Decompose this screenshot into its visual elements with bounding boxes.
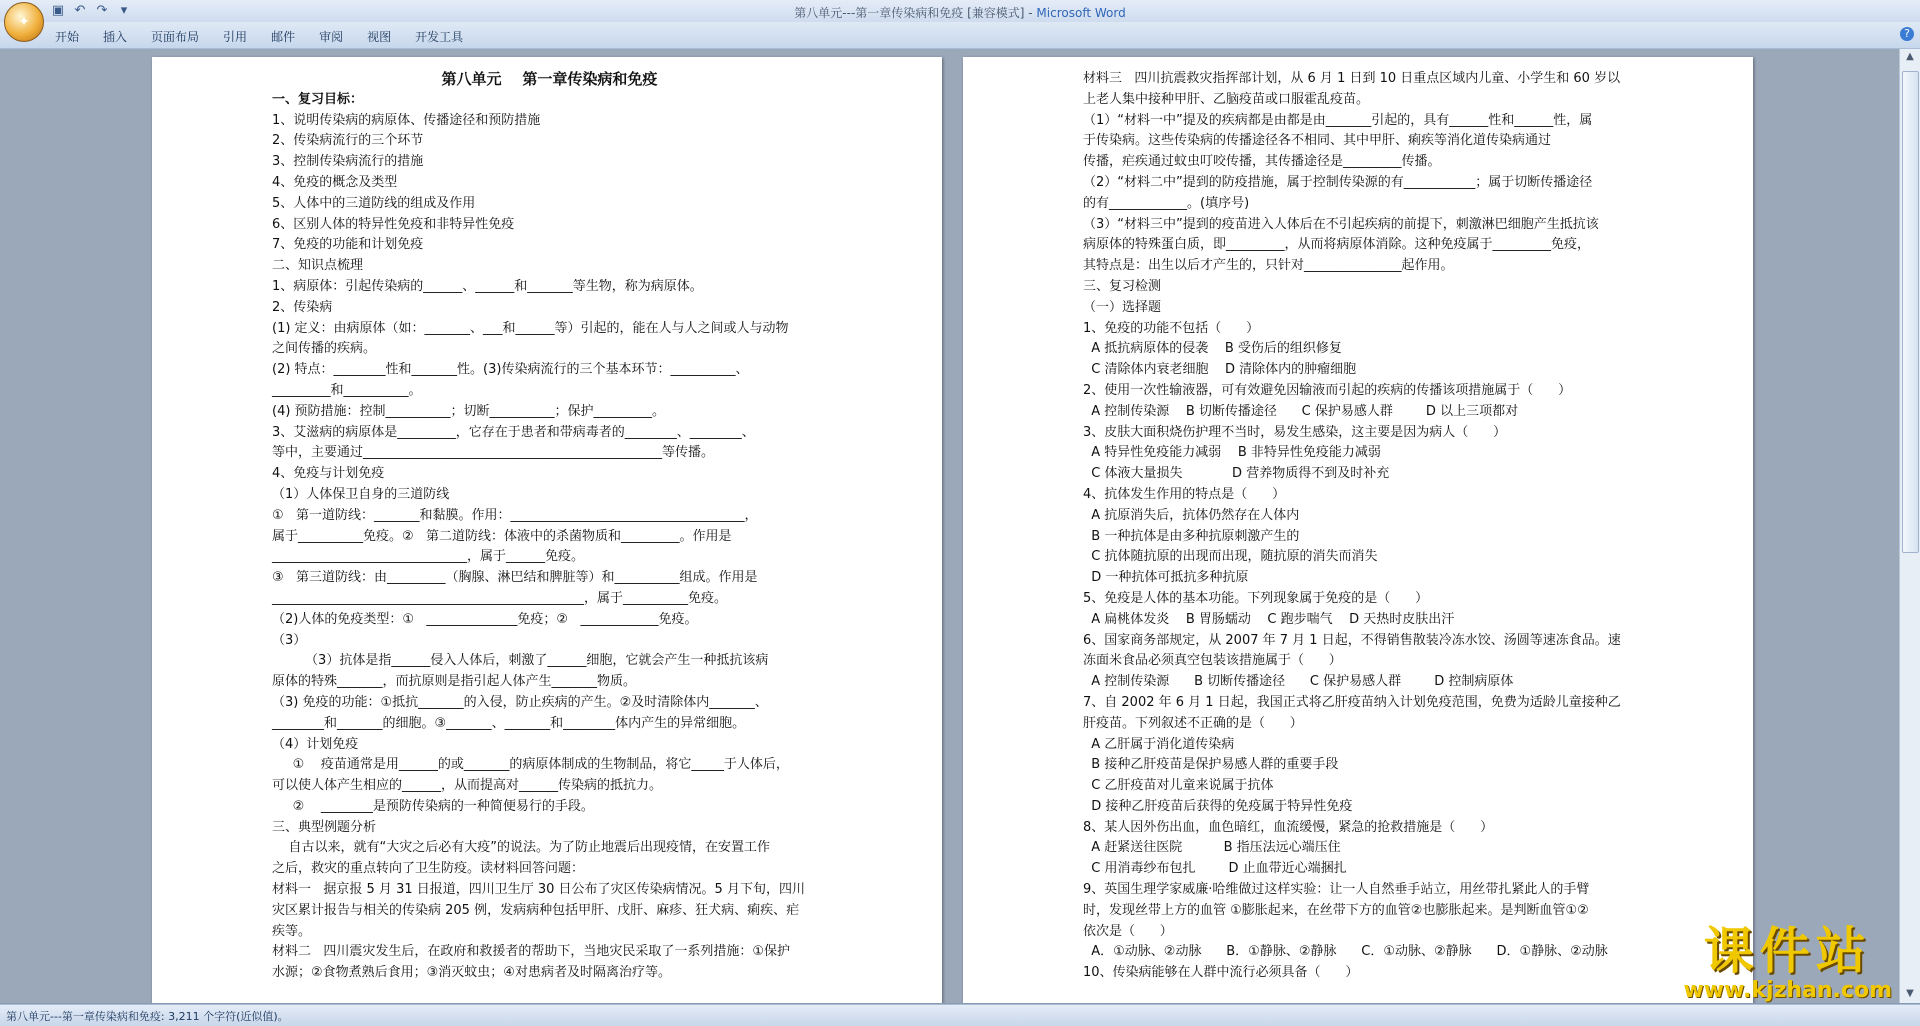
document-line: 属于__________免疫。② 第二道防线：体液中的杀菌物质和_________。作用是	[272, 528, 732, 544]
document-line: C 用消毒纱布包扎 D 止血带近心端捆扎	[1083, 861, 1347, 877]
document-line: ______________________________，属于______免疫。	[272, 549, 585, 565]
page-content-left	[272, 69, 827, 984]
window-title	[0, 4, 1920, 21]
document-line: 可以使人体产生相应的______，从而提高对______传染病的抵抗力。	[272, 778, 663, 794]
document-line: A 控制传染源 B 切断传播途径 C 保护易感人群 D 以上三项都对	[1083, 403, 1519, 419]
document-line: 9、英国生理学家威廉·哈维做过这样实验：让一人自然垂手站立，用丝带扎紧此人的手臂	[1083, 882, 1590, 898]
document-line: （3）	[272, 632, 307, 648]
tab-review[interactable]: 审阅	[319, 30, 344, 44]
document-line: 2、传染病流行的三个环节	[272, 133, 424, 149]
document-line: A 抗原消失后，抗体仍然存在人体内	[1083, 507, 1300, 523]
document-line: 三、典型例题分析	[272, 819, 377, 835]
document-line: (4) 预防措施：控制__________；切断__________；保护_________。	[272, 403, 666, 419]
document-line: 疾等。	[272, 923, 312, 939]
document-line: 肝疫苗。下列叙述不正确的是（ ）	[1083, 715, 1303, 731]
scroll-up-icon[interactable]: ▲	[1906, 51, 1914, 62]
document-line: 3、控制传染病流行的措施	[272, 154, 424, 170]
vertical-scrollbar[interactable]	[1899, 49, 1920, 1004]
document-line: 传播，疟疾通过蚊虫叮咬传播，其传播途径是_________传播。	[1083, 154, 1441, 170]
document-line: ③ 第三道防线：由_________（胸腺、淋巴结和脾脏等）和__________组成。作用是	[272, 570, 758, 586]
document-line: 1、免疫的功能不包括（ ）	[1083, 320, 1260, 336]
document-line: （一）选择题	[1083, 299, 1162, 315]
tab-insert[interactable]: 插入	[103, 30, 128, 44]
tab-home[interactable]: 开始	[55, 30, 80, 44]
document-line: 4、抗体发生作用的特点是（ ）	[1083, 486, 1286, 502]
document-line: _________和__________。	[272, 382, 422, 398]
ribbon	[0, 22, 1920, 49]
document-line: 时，发现丝带上方的血管 ①膨胀起来，在丝带下方的血管②也膨胀起来。是判断血管①②	[1083, 902, 1589, 918]
document-line: ________________________________________________，属于__________免疫。	[272, 590, 728, 606]
scroll-down-icon[interactable]: ▼	[1906, 988, 1914, 999]
document-line: 依次是（ ）	[1083, 923, 1173, 939]
document-line: 原体的特殊_______，而抗原则是指引起人体产生_______物质。	[272, 674, 637, 690]
document-line: 二、知识点梳理	[272, 258, 364, 274]
document-line: 之间传播的疾病。	[272, 341, 377, 357]
document-line: B 一种抗体是由多种抗原刺激产生的	[1083, 528, 1300, 544]
save-icon[interactable]: ▣	[51, 3, 65, 18]
document-line: A 控制传染源 B 切断传播途径 C 保护易感人群 D 控制病原体	[1083, 674, 1514, 690]
document-line: （2)人体的免疫类型：① ______________免疫；② ____________免疫。	[272, 611, 698, 627]
document-line: 8、某人因外伤出血，血色暗红，血流缓慢，紧急的抢救措施是（ ）	[1083, 819, 1494, 835]
document-line: 6、区别人体的特异性免疫和非特异性免疫	[272, 216, 515, 232]
left-page-lines	[272, 90, 827, 984]
document-line: （3）“材料三中”提到的疫苗进入人体后在不引起疾病的前提下，刺激淋巴细胞产生抵抗该	[1083, 216, 1599, 232]
document-line: (2) 特点：________性和_______性。(3)传染病流行的三个基本环节：__________、	[272, 362, 749, 378]
tab-mailings[interactable]: 邮件	[271, 30, 296, 44]
document-line: （3）抗体是指______侵入人体后，刺激了______细胞，它就会产生一种抵抗该病	[272, 653, 769, 669]
watermark-main: 课件站	[1703, 922, 1872, 980]
document-line: 的有____________。(填序号)	[1083, 195, 1250, 211]
document-line: 4、免疫的概念及类型	[272, 174, 398, 190]
status-text: 第八单元---第一章传染病和免疫: 3,211 个字符(近似值)。	[6, 1010, 289, 1023]
document-line: 2、使用一次性输液器，可有效避免因输液而引起的疾病的传播该项措施属于（ ）	[1083, 382, 1572, 398]
tab-developer[interactable]: 开发工具	[415, 30, 464, 44]
document-line: 6、国家商务部规定，从 2007 年 7 月 1 日起，不得销售散装冷冻水饺、汤圆等速冻食品。速	[1083, 632, 1621, 648]
customize-qat-icon[interactable]: ▾	[120, 3, 128, 18]
document-line: 材料三 四川抗震救灾指挥部计划，从 6 月 1 日到 10 日重点区域内儿童、小学生和 60 岁以	[1083, 71, 1621, 86]
document-line: 2、传染病	[272, 299, 333, 315]
document-line: 冻面米食品必须真空包装该措施属于（ ）	[1083, 653, 1342, 669]
document-area	[0, 49, 1900, 1004]
redo-icon[interactable]: ↷	[96, 3, 108, 18]
page-title: 第八单元 第一章传染病和免疫	[441, 70, 658, 88]
undo-icon[interactable]: ↶	[74, 3, 86, 18]
document-line: ② ________是预防传染病的一种简便易行的手段。	[272, 798, 594, 814]
document-line: A 扁桃体发炎 B 胃肠蠕动 C 跑步喘气 D 天热时皮肤出汗	[1083, 611, 1455, 627]
document-line: C 体液大量损失 D 营养物质得不到及时补充	[1083, 466, 1390, 482]
document-line: 上老人集中接种甲肝、乙脑疫苗或口服霍乱疫苗。	[1083, 91, 1370, 107]
document-line: ________和_______的细胞。③_______、_______和________体内产生的异常细胞。	[272, 715, 746, 731]
document-line: （2）“材料二中”提到的防疫措施，属于控制传染源的有___________；属于切断传播途径	[1083, 174, 1593, 190]
document-line: C 抗体随抗原的出现而出现，随抗原的消失而消失	[1083, 549, 1378, 565]
document-line: C 乙肝疫苗对儿童来说属于抗体	[1083, 778, 1274, 794]
scrollbar-thumb[interactable]	[1902, 71, 1919, 553]
tab-view[interactable]: 视图	[367, 30, 392, 44]
document-line: 7、自 2002 年 6 月 1 日起，我国正式将乙肝疫苗纳入计划免疫范围，免费为适龄儿童接种乙	[1083, 694, 1621, 710]
document-line: 病原体的特殊蛋白质，即_________，从而将病原体消除。这种免疫属于_________免疫，	[1083, 237, 1591, 253]
document-page-right[interactable]	[963, 57, 1753, 1004]
document-line: （1）人体保卫自身的三道防线	[272, 486, 450, 502]
document-line: （4）计划免疫	[272, 736, 359, 752]
document-line: (1) 定义：由病原体（如：_______、___和______等）引起的，能在人与人之间或人与动物	[272, 320, 789, 336]
document-line: A 赶紧送往医院 B 指压法远心端压住	[1083, 840, 1341, 856]
tab-references[interactable]: 引用	[223, 30, 248, 44]
document-line: D 接种乙肝疫苗后获得的免疫属于特异性免疫	[1083, 798, 1353, 814]
office-button[interactable]	[4, 2, 44, 42]
document-line: 3、艾滋病的病原体是_________，它存在于患者和带病毒者的________、________、	[272, 424, 755, 440]
right-page-lines	[1083, 69, 1643, 984]
document-line: A 乙肝属于消化道传染病	[1083, 736, 1235, 752]
document-line: 一、复习目标：	[272, 91, 364, 107]
document-line: A 特异性免疫能力减弱 B 非特异性免疫能力减弱	[1083, 445, 1381, 461]
document-line: 7、免疫的功能和计划免疫	[272, 237, 424, 253]
document-line: A 抵抗病原体的侵袭 B 受伤后的组织修复	[1083, 341, 1342, 357]
document-line: （3) 免疫的功能：①抵抗_______的入侵，防止疾病的产生。②及时清除体内_______、	[272, 694, 768, 710]
document-line: 于传染病。这些传染病的传播途径各不相同、其中甲肝、痢疾等消化道传染病通过	[1083, 133, 1552, 149]
document-line: ① 疫苗通常是用______的或_______的病原体制成的生物制品，将它_____于人体后，	[272, 757, 789, 773]
document-line: 4、免疫与计划免疫	[272, 466, 385, 482]
tab-page-layout[interactable]: 页面布局	[151, 30, 200, 44]
document-line: 其特点是：出生以后才产生的，只针对_______________起作用。	[1083, 258, 1454, 274]
document-line: 1、说明传染病的病原体、传播途径和预防措施	[272, 112, 541, 128]
document-line: 之后，救灾的重点转向了卫生防疫。读材料回答问题：	[272, 861, 585, 877]
status-bar	[0, 1004, 1920, 1026]
document-line: 3、皮肤大面积烧伤护理不当时，易发生感染，这主要是因为病人（ ）	[1083, 424, 1507, 440]
document-line: C 清除体内衰老细胞 D 清除体内的肿瘤细胞	[1083, 362, 1357, 378]
document-line: （1）“材料一中”提及的疾病都是由都是由_______引起的，具有______性和______性，属	[1083, 112, 1593, 128]
document-title: 第八单元---第一章传染病和免疫 [兼容模式] -	[794, 6, 1037, 20]
document-line: B 接种乙肝疫苗是保护易感人群的重要手段	[1083, 757, 1339, 773]
document-line: 灾区累计报告与相关的传染病 205 例，发病病种包括甲肝、戊肝、麻疹、狂犬病、痢疾、疟	[272, 902, 800, 918]
document-line: 等中，主要通过______________________________________________等传播。	[272, 445, 715, 461]
document-line: 三、复习检测	[1083, 278, 1162, 294]
document-line: ① 第一道防线：_______和黏膜。作用：____________________________________，	[272, 507, 758, 523]
document-line: 自古以来，就有“大灾之后必有大疫”的说法。为了防止地震后出现疫情，在安置工作	[272, 840, 770, 856]
document-line: 材料二 四川震灾发生后，在政府和救援者的帮助下，当地灾民采取了一系列措施：①保护	[272, 944, 791, 960]
help-icon[interactable]: ?	[1900, 27, 1914, 41]
document-line: 水源；②食物煮熟后食用；③消灭蚊虫；④对患病者及时隔离治疗等。	[272, 965, 671, 981]
app-name: Microsoft Word	[1036, 6, 1126, 20]
document-line: 10、传染病能够在人群中流行必须具备（ ）	[1083, 965, 1359, 981]
document-line: 5、人体中的三道防线的组成及作用	[272, 195, 476, 211]
document-line: A．①动脉、②动脉 B．①静脉、②静脉 C．①动脉、②静脉 D．①静脉、②动脉	[1083, 944, 1608, 960]
document-line: D 一种抗体可抵抗多种抗原	[1083, 570, 1249, 586]
office-logo-icon: ✦	[18, 14, 30, 30]
page-content-right	[1083, 69, 1643, 984]
ribbon-tabs	[55, 28, 487, 45]
document-line: 5、免疫是人体的基本功能。下列现象属于免疫的是（ ）	[1083, 590, 1429, 606]
document-page-left[interactable]	[152, 57, 942, 1004]
title-bar	[0, 0, 1920, 30]
document-line: 材料一 据京报 5 月 31 日报道，四川卫生厅 30 日公布了灾区传染病情况。5 月下旬，四川	[272, 882, 805, 898]
watermark-url: www.kjzhan.com	[1683, 978, 1892, 1003]
document-line: 1、病原体：引起传染病的______、______和_______等生物，称为病原体。	[272, 278, 703, 294]
watermark-logo	[1683, 924, 1892, 1003]
